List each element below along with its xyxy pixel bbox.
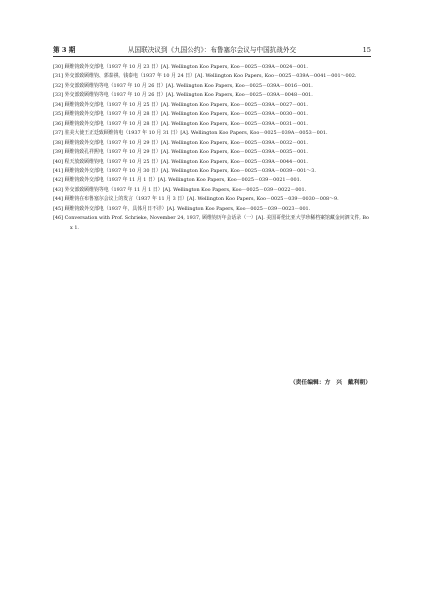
reference-item: [33] 外交部致顾维钧等电（1937 年 10 月 26 日）[A]. Wellington Koo Papers, Koo－0025－039A－0048－001. [53,92,313,99]
reference-item: [39] 顾维钧致孔祥熙电（1937 年 10 月 29 日）[A]. Wellington Koo Papers, Koo－0025－039A－0035－001. [53,149,308,156]
reference-item: [38] 顾维钧致外交部电（1937 年 10 月 29 日）[A]. Wellington Koo Papers, Koo－0025－039A－0032－001. [53,139,308,146]
reference-item: [44] 顾维钧在布鲁塞尔会议上的发言（1937 年 11 月 3 日）[A]. Wellington Koo Papers, Koo－0025－039－0030－008～9. [53,196,339,203]
reference-item: [34] 顾维钧致外交部电（1937 年 10 月 25 日）[A]. Wellington Koo Papers, Koo－0025－039A－0027－001. [53,101,308,108]
responsible-editor-note: （责任编辑：方 兴 戴利朝） [289,380,371,386]
reference-item: [42] 顾维钧致外交部电（1937 年 11 月 1 日）[A]. Wellington Koo Papers, Koo－0025－039－0021－001. [53,177,302,184]
reference-item: [31] 外交部致顾维钧、郭泰祺、钱泰电（1937 年 10 月 24 日）[A]. Wellington Koo Papers, Koo－0025－039A－0041－001～002. [53,73,357,80]
reference-item: [35] 顾维钧致外交部电（1937 年 10 月 28 日）[A]. Wellington Koo Papers, Koo－0025－039A－0030－001. [53,111,308,118]
running-title: 从国联决议到《九国公约》：布鲁塞尔会议与中国抗战外交 [127,46,297,54]
reference-item: [30] 顾维钧致外交部电（1937 年 10 月 23 日）[A]. Wellington Koo Papers, Koo－0025－039A－0024－001. [53,64,308,70]
reference-item: [46] Conversation with Prof. Schrieke, November 24, 1937, 顾维钧历年会话录（一）[A]. 美国哥伦比亚大学珍稀档案馆藏金问泗文件, Box 1. [53,215,369,231]
reference-item: [40] 程天放致顾维钧电（1937 年 10 月 25 日）[A]. Wellington Koo Papers, Koo－0025－039A－0044－001. [53,158,308,165]
page-number: 15 [362,46,371,54]
reference-item: [41] 顾维钧致外交部电（1937 年 10 月 30 日）[A]. Wellington Koo Papers, Koo－0025－039A－0039－001～3. [53,167,316,174]
reference-item: [43] 外交部致顾维钧等电（1937 年 11 月 1 日）[A]. Wellington Koo Papers, Koo－0025－039－0022－001. [53,186,307,193]
reference-item: [45] 顾维钧致外交部电（1937 年，具体月日不详）[A]. Wellington Koo Papers, Koo－0025－039－0023－001. [53,205,311,212]
running-header [53,44,371,57]
reference-list [53,63,371,233]
reference-item: [37] 驻美大使王正廷致顾维钧电（1937 年 10 月 31 日）[A]. Wellington Koo Papers, Koo－0025－039A－0053－001. [53,130,328,137]
issue-number: 第 3 期 [53,46,76,54]
reference-item: [32] 外交部致顾维钧等电（1937 年 10 月 26 日）[A]. Wellington Koo Papers, Koo－0025－039A－0016－001. [53,82,313,89]
reference-item: [36] 顾维钧致外交部电（1937 年 10 月 28 日）[A]. Wellington Koo Papers, Koo－0025－039A－0031－001. [53,120,308,127]
